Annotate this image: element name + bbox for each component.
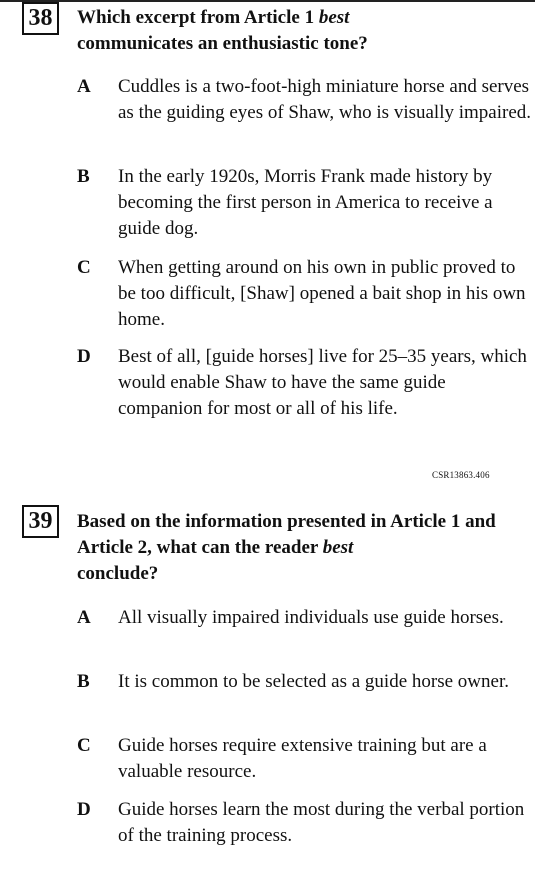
option-text: Best of all, [guide horses] live for 25–35 years, which would enable Shaw to have the same guide companion for most or all of his life.	[118, 346, 527, 419]
option-letter: D	[77, 346, 91, 367]
option-text: In the early 1920s, Morris Frank made history by becoming the first person in America to receive a guide dog.	[118, 166, 493, 239]
question-stem-39	[77, 509, 522, 587]
question-number-39: 39	[22, 505, 59, 538]
option-text: Guide horses learn the most during the verbal portion of the training process.	[118, 799, 525, 846]
stem-text-line2: communicates an enthusiastic tone?	[77, 33, 368, 54]
stem-emphasis: best	[318, 7, 350, 28]
question-stem-38	[77, 5, 522, 57]
answer-option-39-c[interactable]	[77, 733, 532, 785]
option-letter: D	[77, 799, 91, 820]
answer-option-38-b[interactable]	[77, 164, 532, 242]
option-text: When getting around on his own in public proved to be too difficult, [Shaw] opened a bait shop in his own home.	[118, 257, 526, 330]
option-letter: A	[77, 76, 91, 97]
option-letter: C	[77, 257, 91, 278]
option-letter: B	[77, 166, 90, 187]
answer-option-38-a[interactable]	[77, 74, 532, 126]
stem-text: Based on the information presented in Article 1 and Article 2, what can the reader	[77, 511, 496, 558]
stem-text-line2: conclude?	[77, 563, 159, 584]
option-letter: B	[77, 671, 90, 692]
stem-emphasis: best	[322, 537, 354, 558]
stem-text: Which excerpt from Article 1	[77, 7, 319, 28]
item-code: CSR13863.406	[432, 470, 490, 480]
option-text: Guide horses require extensive training but are a valuable resource.	[118, 735, 487, 782]
option-text: It is common to be selected as a guide horse owner.	[118, 671, 509, 692]
answer-option-38-c[interactable]	[77, 255, 532, 333]
option-letter: A	[77, 607, 91, 628]
answer-option-39-a[interactable]	[77, 605, 532, 631]
top-rule	[0, 0, 535, 2]
option-letter: C	[77, 735, 91, 756]
answer-option-38-d[interactable]	[77, 344, 532, 422]
option-text: All visually impaired individuals use guide horses.	[118, 607, 504, 628]
question-number-38: 38	[22, 2, 59, 35]
option-text: Cuddles is a two-foot-high miniature horse and serves as the guiding eyes of Shaw, who is visually impaired.	[118, 76, 532, 123]
answer-option-39-d[interactable]	[77, 797, 532, 849]
answer-option-39-b[interactable]	[77, 669, 532, 695]
